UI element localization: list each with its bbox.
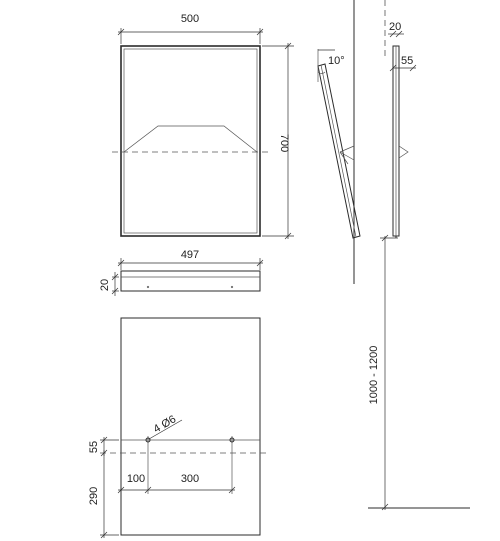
hole-height-label: 55 [88,440,100,454]
width-label: 500 [180,13,200,25]
mirror-shelf-outline [124,126,257,152]
mirror-outer-frame [121,46,260,236]
holes-label: 4 Ø6 [151,413,179,436]
mirror-inner-frame [124,49,257,233]
bottom-height-label: 290 [88,486,100,506]
mounting-panel [121,318,260,535]
hole-spacing-label: 300 [180,473,200,485]
tilted-side-view [318,0,360,284]
side-bracket [399,146,408,158]
top-view [99,249,263,296]
front-view [112,13,294,239]
top-view-body [121,271,260,291]
angle-label: 10° [328,55,345,67]
straight-side-view [368,0,470,510]
side-depth-label: 55 [401,55,414,67]
top-width-label: 497 [180,249,200,261]
side-thickness-label: 20 [389,21,402,33]
mount-height-label: 1000 - 1200 [368,345,380,405]
top-thickness-label: 20 [99,278,111,292]
mounting-view [88,318,268,538]
height-label: 700 [278,133,290,153]
offset-left-label: 100 [126,473,146,485]
